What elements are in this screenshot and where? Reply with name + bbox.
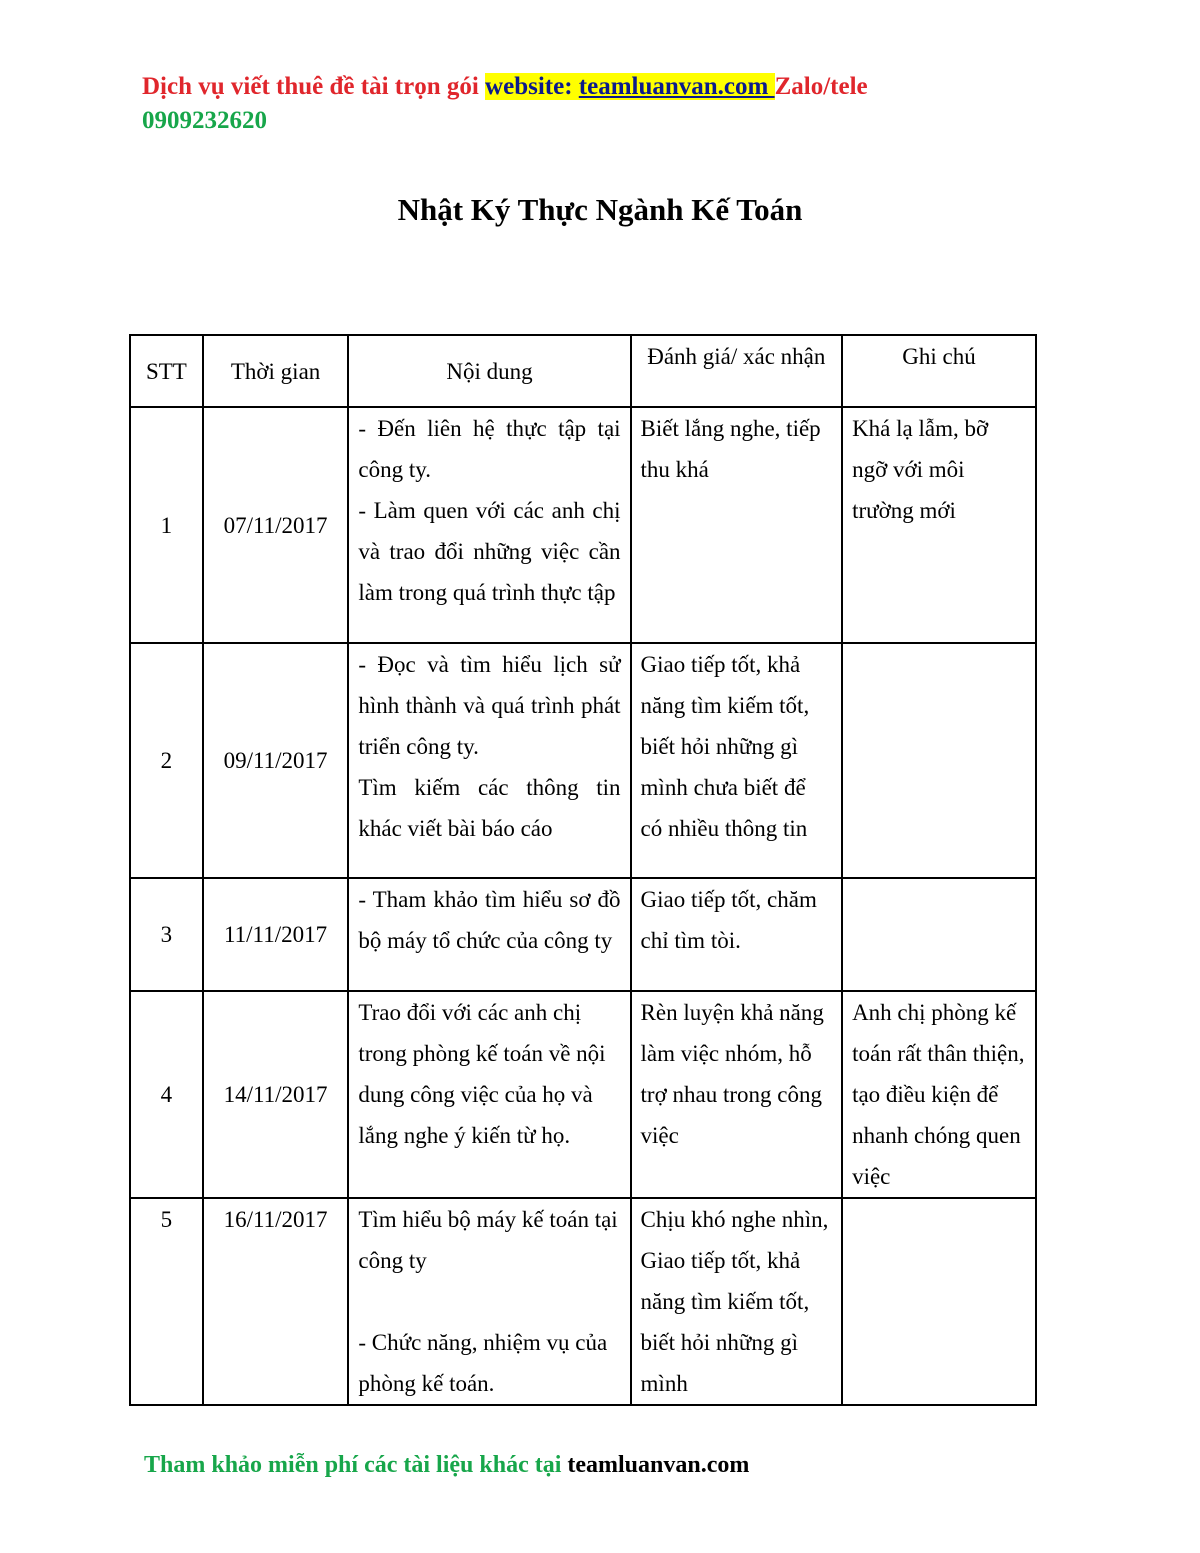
cell-note xyxy=(842,1198,1036,1405)
cell-note xyxy=(842,643,1036,878)
header-content: Nội dung xyxy=(348,335,630,407)
cell-content: Trao đổi với các anh chị trong phòng kế toán về nội dung công việc của họ và lắng nghe ý kiến từ họ. xyxy=(348,991,630,1198)
phone-number: 0909232620 xyxy=(142,107,267,134)
cell-eval: Giao tiếp tốt, chăm chỉ tìm tòi. xyxy=(631,878,843,991)
cell-content: - Đọc và tìm hiểu lịch sử hình thành và quá trình phát triển công ty. Tìm kiếm các thông tin khác viết bài báo cáo xyxy=(348,643,630,878)
footer-text: Tham khảo miễn phí các tài liệu khác tại xyxy=(144,1452,568,1478)
website-link[interactable]: teamluanvan.com xyxy=(578,73,775,100)
cell-stt: 4 xyxy=(130,991,203,1198)
cell-date: 14/11/2017 xyxy=(203,991,349,1198)
header-time: Thời gian xyxy=(203,335,349,407)
cell-eval: Giao tiếp tốt, khả năng tìm kiếm tốt, biết hỏi những gì mình chưa biết để có nhiều thông tin xyxy=(631,643,843,878)
cell-date: 09/11/2017 xyxy=(203,643,349,878)
table-row xyxy=(130,643,1036,878)
cell-eval: Rèn luyện khả năng làm việc nhóm, hỗ trợ nhau trong công việc xyxy=(631,991,843,1198)
header-note: Ghi chú xyxy=(842,335,1036,407)
header-eval: Đánh giá/ xác nhận xyxy=(631,335,843,407)
footer-note xyxy=(144,1452,749,1479)
table-row xyxy=(130,407,1036,643)
header-stt: STT xyxy=(130,335,203,407)
table-row xyxy=(130,878,1036,991)
promo-header xyxy=(142,70,868,138)
cell-note: Khá lạ lẫm, bỡ ngỡ với môi trường mới xyxy=(842,407,1036,643)
cell-eval: Biết lắng nghe, tiếp thu khá xyxy=(631,407,843,643)
cell-content: - Tham khảo tìm hiểu sơ đồ bộ máy tổ chức của công ty xyxy=(348,878,630,991)
service-text: Dịch vụ viết thuê đề tài trọn gói xyxy=(142,73,486,100)
page-title: Nhật Ký Thực Ngành Kế Toán xyxy=(397,192,803,227)
cell-note: Anh chị phòng kế toán rất thân thiện, tạo điều kiện để nhanh chóng quen việc xyxy=(842,991,1036,1198)
table-header-row xyxy=(130,335,1036,407)
cell-date: 16/11/2017 xyxy=(203,1198,349,1405)
cell-date: 07/11/2017 xyxy=(203,407,349,643)
cell-stt: 2 xyxy=(130,643,203,878)
table-row xyxy=(130,1198,1036,1405)
cell-content: - Đến liên hệ thực tập tại công ty. - Làm quen với các anh chị và trao đổi những việc cần làm trong quá trình thực tập xyxy=(348,407,630,643)
contact-label: Zalo/tele xyxy=(774,73,868,100)
cell-content: Tìm hiểu bộ máy kế toán tại công ty - Chức năng, nhiệm vụ của phòng kế toán. xyxy=(348,1198,630,1405)
website-label: website: xyxy=(485,73,579,100)
footer-site-link[interactable]: teamluanvan.com xyxy=(567,1452,750,1478)
cell-note xyxy=(842,878,1036,991)
diary-table xyxy=(129,334,1037,1406)
cell-date: 11/11/2017 xyxy=(203,878,349,991)
cell-eval: Chịu khó nghe nhìn, Giao tiếp tốt, khả năng tìm kiếm tốt, biết hỏi những gì mình xyxy=(631,1198,843,1405)
cell-stt: 3 xyxy=(130,878,203,991)
cell-stt: 5 xyxy=(130,1198,203,1405)
cell-stt: 1 xyxy=(130,407,203,643)
table-row xyxy=(130,991,1036,1198)
